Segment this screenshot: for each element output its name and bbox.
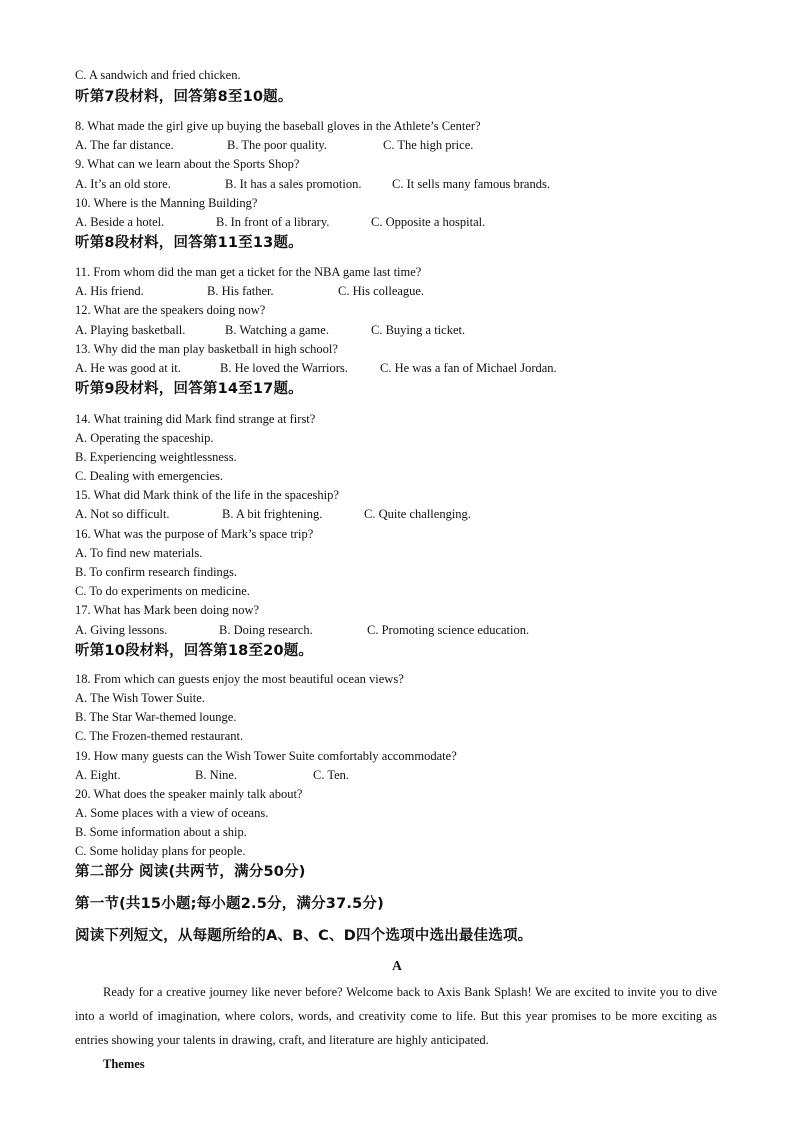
q14-option-b: B. Experiencing weightlessness. — [75, 450, 237, 464]
q9-option-c: C. It sells many famous brands. — [392, 177, 550, 191]
q17-option-a: A. Giving lessons. — [75, 623, 168, 637]
q12-option-a: A. Playing basketball. — [75, 323, 186, 337]
section-one-heading: 第一节(共15小题;每小题2.5分，满分37.5分) — [75, 896, 384, 912]
question-9: 9. What can we learn about the Sports Shop? — [75, 157, 300, 171]
question-9-options — [75, 176, 550, 192]
q20-option-a: A. Some places with a view of oceans. — [75, 806, 269, 820]
q9-option-b: B. It has a sales promotion. — [225, 177, 362, 191]
question-19: 19. How many guests can the Wish Tower Suite comfortably accommodate? — [75, 749, 457, 763]
q8-option-b: B. The poor quality. — [227, 138, 327, 152]
q17-option-c: C. Promoting science education. — [367, 623, 530, 637]
q15-option-a: A. Not so difficult. — [75, 507, 170, 521]
q14-option-c: C. Dealing with emergencies. — [75, 469, 223, 483]
question-15: 15. What did Mark think of the life in the spaceship? — [75, 488, 339, 502]
q10-option-c: C. Opposite a hospital. — [371, 215, 486, 229]
passage-paragraph: Ready for a creative journey like never before? Welcome back to Axis Bank Splash! We are excited to invite you to dive into a world of imagination, where colors, words, and creativity come to life. But this year promises to be more exciting as entries showing your talents in drawing, craft, and literature are highly anticipated. — [75, 985, 717, 1047]
question-14: 14. What training did Mark find strange at first? — [75, 412, 316, 426]
question-19-options — [75, 767, 349, 783]
q10-option-b: B. In front of a library. — [216, 215, 330, 229]
q13-option-a: A. He was good at it. — [75, 361, 181, 375]
q19-option-a: A. Eight. — [75, 768, 121, 782]
question-12-options — [75, 322, 465, 338]
section-heading-10: 听第10段材料，回答第18至20题。 — [75, 643, 314, 659]
q18-option-b: B. The Star War-themed lounge. — [75, 710, 237, 724]
question-11-options — [75, 283, 424, 299]
question-17: 17. What has Mark been doing now? — [75, 603, 260, 617]
q19-option-b: B. Nine. — [195, 768, 238, 782]
section-heading-9: 听第9段材料，回答第14至17题。 — [75, 381, 303, 397]
q10-option-a: A. Beside a hotel. — [75, 215, 165, 229]
q8-option-a: A. The far distance. — [75, 138, 174, 152]
q14-option-a: A. Operating the spaceship. — [75, 431, 214, 445]
question-20: 20. What does the speaker mainly talk about? — [75, 787, 303, 801]
q11-option-a: A. His friend. — [75, 284, 144, 298]
question-10: 10. Where is the Manning Building? — [75, 196, 258, 210]
part-two-heading: 第二部分 阅读(共两节，满分50分) — [75, 864, 306, 880]
question-8-options — [75, 137, 473, 153]
question-8: 8. What made the girl give up buying the baseball gloves in the Athlete’s Center? — [75, 119, 481, 133]
q18-option-c: C. The Frozen-themed restaurant. — [75, 729, 244, 743]
q20-option-b: B. Some information about a ship. — [75, 825, 247, 839]
q11-option-b: B. His father. — [207, 284, 274, 298]
themes-subheading: Themes — [103, 1057, 145, 1071]
question-17-options — [75, 622, 529, 638]
q11-option-c: C. His colleague. — [338, 284, 425, 298]
q16-option-c: C. To do experiments on medicine. — [75, 584, 250, 598]
passage-label: A — [392, 958, 402, 973]
question-16: 16. What was the purpose of Mark’s space trip? — [75, 527, 314, 541]
q16-option-b: B. To confirm research findings. — [75, 565, 238, 579]
question-18: 18. From which can guests enjoy the most beautiful ocean views? — [75, 672, 404, 686]
q16-option-a: A. To find new materials. — [75, 546, 203, 560]
q9-option-a: A. It’s an old store. — [75, 177, 171, 191]
q20-option-c: C. Some holiday plans for people. — [75, 844, 246, 858]
q17-option-b: B. Doing research. — [219, 623, 313, 637]
section-heading-8: 听第8段材料，回答第11至13题。 — [75, 235, 303, 251]
q19-option-c: C. Ten. — [313, 768, 350, 782]
question-13: 13. Why did the man play basketball in high school? — [75, 342, 338, 356]
section-heading-7: 听第7段材料，回答第8至10题。 — [75, 89, 293, 105]
q18-option-a: A. The Wish Tower Suite. — [75, 691, 205, 705]
question-10-options — [75, 214, 485, 230]
q7-option-c: C. A sandwich and fried chicken. — [75, 68, 241, 82]
q12-option-b: B. Watching a game. — [225, 323, 329, 337]
question-11: 11. From whom did the man get a ticket for the NBA game last time? — [75, 265, 422, 279]
q15-option-b: B. A bit frightening. — [222, 507, 323, 521]
q15-option-c: C. Quite challenging. — [364, 507, 471, 521]
q12-option-c: C. Buying a ticket. — [371, 323, 466, 337]
question-12: 12. What are the speakers doing now? — [75, 303, 266, 317]
q13-option-c: C. He was a fan of Michael Jordan. — [380, 361, 557, 375]
question-13-options — [75, 360, 557, 376]
reading-instructions: 阅读下列短文，从每题所给的A、B、C、D四个选项中选出最佳选项。 — [75, 928, 533, 944]
q8-option-c: C. The high price. — [383, 138, 474, 152]
q13-option-b: B. He loved the Warriors. — [220, 361, 348, 375]
question-15-options — [75, 506, 471, 522]
